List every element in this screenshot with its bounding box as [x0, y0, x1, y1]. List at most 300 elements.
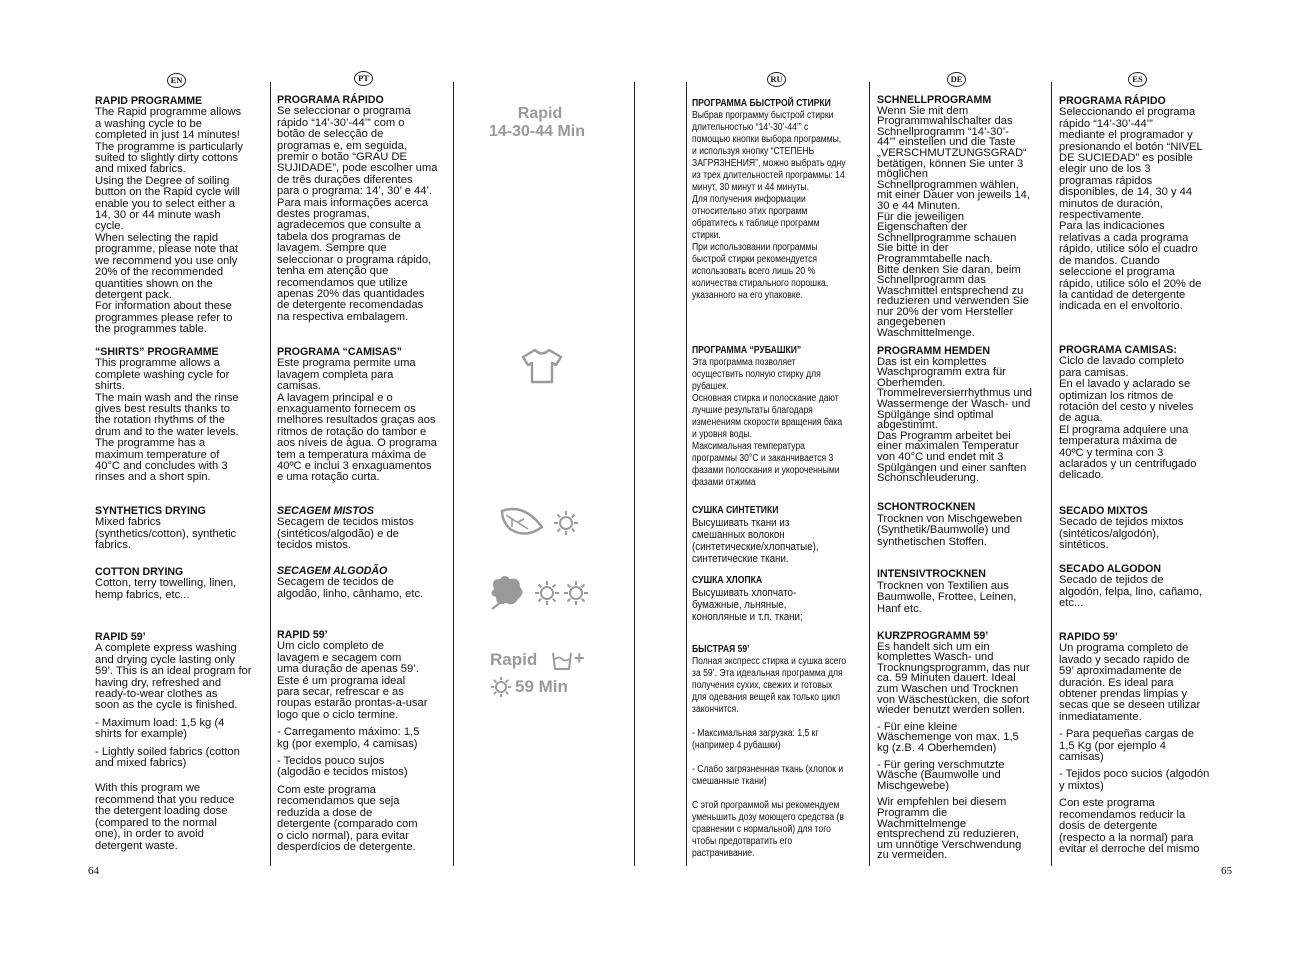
text-line: - Für gering verschmutzte [877, 758, 1005, 771]
rapid59-label: Rapid [490, 650, 538, 669]
section-body [277, 577, 449, 600]
section-note [877, 797, 1049, 861]
section-body [1059, 517, 1231, 551]
text-line: cycle. [95, 220, 124, 233]
text-line: лучшие результаты благодаря [692, 405, 813, 416]
text-line: optimizan los ritmos de [1059, 389, 1174, 402]
section-body [95, 107, 267, 335]
text-line: смешанные ткани) [692, 776, 767, 787]
text-line: Waschmittel entsprechend zu [877, 284, 1024, 297]
text-line: sintéticos. [1059, 539, 1109, 552]
text-line: DE SUCIEDAD” es posible [1059, 152, 1193, 165]
text-line: and mixed fabrics. [95, 163, 186, 176]
language-badge-es: ES [1128, 72, 1147, 87]
text-line: When selecting the rapid [95, 231, 219, 244]
text-line: quantities shown on the [95, 277, 213, 290]
text-line: the rotation rhythms of the [95, 414, 225, 427]
text-line: ЗАГРЯЗНЕНИЯ”, можно выбрать одну [692, 158, 846, 169]
text-line: nur 20% der vom Hersteller [877, 305, 1014, 318]
text-line: Максимальная температура [692, 441, 805, 452]
rapid59-duration: 59 Min [515, 677, 568, 696]
section-title: PROGRAMA CAMISAS: [1059, 344, 1177, 356]
text-line: komplettes Wasch- und [877, 651, 994, 664]
section-title: INTENSIVTROCKNEN [877, 568, 986, 580]
text-line: complete washing cycle for [95, 368, 230, 381]
section-body [692, 110, 866, 302]
shirt-icon [520, 348, 564, 384]
text-line: El programa adquiere una [1059, 423, 1189, 436]
text-line: a washing cycle to be [95, 117, 202, 130]
text-line: рубашек. [692, 381, 729, 392]
text-line: фазами отжима [692, 477, 756, 488]
text-line: Es handelt sich um ein [877, 640, 990, 653]
text-line: mit einer Dauer von jeweils 14, [877, 189, 1030, 202]
text-line: - Максимальная загрузка: 1,5 кг [692, 728, 819, 739]
text-line: Seleccionando el programa [1059, 106, 1196, 119]
column-divider [453, 82, 454, 866]
text-line: бумажные, льняные, [692, 599, 787, 611]
text-line: (синтетические/хлопчатые), [692, 541, 819, 553]
text-line: уменьшить дозу моющего средства (в [692, 812, 844, 823]
language-badge-pt: PT [354, 71, 373, 86]
dry-sun-icon [490, 676, 512, 698]
text-line: la cantidad de detergente [1059, 288, 1186, 301]
text-line: von 40°C und endet mit 3 [877, 450, 1004, 463]
text-line: betätigen, können Sie unter 3 [877, 157, 1024, 170]
column-divider [869, 82, 870, 866]
text-line: - Tecidos pouco sujos [277, 755, 385, 768]
text-line: The main wash and the rinse [95, 391, 239, 404]
text-line: Wassermenge der Wasch- und [877, 397, 1031, 410]
text-line: having dry, refreshed and [95, 676, 222, 689]
text-line: delicado. [1059, 469, 1104, 482]
section-body [877, 514, 1049, 549]
bullet-item [95, 747, 267, 770]
section-body [277, 641, 449, 721]
section-title: БЫСТРАЯ 59’ [692, 644, 750, 655]
section-body [692, 517, 866, 565]
bullet-item [1059, 729, 1231, 763]
text-line: Secagem de tecidos mistos [277, 516, 414, 529]
section-body [1059, 643, 1231, 723]
text-line: zum Waschen und Trocknen [877, 682, 1019, 695]
text-line: na respectiva embalagem. [277, 310, 409, 323]
text-line: Se seleccionar o programa [277, 105, 411, 118]
text-line: y mixtos) [1059, 779, 1104, 792]
text-line: entsprechend zu reduzieren, [877, 828, 1019, 841]
text-line: синтетические ткани. [692, 553, 789, 565]
section-title: RAPID PROGRAMME [95, 95, 203, 107]
language-badge-de: DE [947, 72, 966, 87]
section-note [95, 783, 267, 851]
text-line: Wir empfehlen bei diesem [877, 796, 1007, 809]
text-line: drum and to the water levels. [95, 425, 239, 438]
text-line: secas que se deseen utilizar [1059, 699, 1201, 712]
text-line: Wäschemenge von max. 1,5 [877, 731, 1019, 744]
text-line: seleccione el programa [1059, 266, 1175, 279]
text-line: Secagem de tecidos de [277, 576, 394, 589]
text-line: Um ciclo completo de [277, 640, 384, 653]
text-line: möglichen [877, 168, 928, 181]
section-title: RAPID 59’ [277, 629, 328, 641]
text-line: angegebenen [877, 316, 946, 329]
text-line: (например 4 рубашки) [692, 740, 781, 751]
text-line: обратитесь к таблице программ [692, 218, 820, 229]
text-line: 40ºC e inclui 3 enxaguamentos [277, 460, 432, 473]
text-line: Spülgängen und einer sanften [877, 461, 1027, 474]
text-line: Основная стирка и полоскание дают [692, 393, 839, 404]
text-line: para camisas. [1059, 366, 1129, 379]
text-line: (algodão e tecidos mistos) [277, 766, 408, 779]
section-title: RAPIDO 59’ [1059, 631, 1118, 643]
text-line: Das ist ein komplettes [877, 355, 987, 368]
text-line: При использовании программы [692, 242, 818, 253]
bullet-item [277, 727, 449, 750]
text-line: SUJIDADE”, pode escolher uma [277, 162, 438, 175]
section-title: SCHNELLPROGRAMM [877, 94, 992, 106]
text-line: mediante el programador y [1059, 129, 1193, 142]
text-line: melhores resultados graças aos [277, 414, 436, 427]
text-line: Schnellprogramme schauen [877, 231, 1017, 244]
text-line: Полная экспресс стирка и сушка всего [692, 656, 847, 667]
text-line: Este programa permite uma [277, 357, 416, 370]
text-line: (compared to the normal [95, 816, 217, 829]
text-line: elegir uno de los 3 [1059, 163, 1151, 176]
bullet-item [877, 760, 1049, 792]
text-line: camisas) [1059, 751, 1104, 764]
language-badge-ru: RU [767, 72, 786, 87]
text-line: This programme allows a [95, 357, 220, 370]
text-line: Wenn Sie mit dem [877, 104, 969, 117]
text-line: tabela dos programas de [277, 230, 401, 243]
text-line: para secar, refrescar e as [277, 686, 404, 699]
text-line: indicada en el envoltorio. [1059, 300, 1183, 313]
section-body [277, 358, 449, 483]
rapid59-plus: + [574, 648, 585, 668]
text-line: осуществить полную стирку для [692, 369, 821, 380]
text-line: and mixed fabrics) [95, 757, 187, 770]
text-line: Using the Degree of soiling [95, 174, 230, 187]
text-line: recomendamos que utilize [277, 276, 408, 289]
rapid-times: 14-30-44 Min [488, 123, 586, 140]
text-line: Trocknen von Textilien aus [877, 579, 1009, 592]
text-line: zu vermeiden. [877, 849, 948, 862]
bullet-item [277, 756, 449, 779]
text-line: para o programa: 14’, 30’ e 44’. [277, 185, 433, 198]
text-line: aos níveis de água. O programa [277, 437, 437, 450]
text-line: camisas. [277, 380, 322, 393]
text-line: „VERSCHMUTZUNGSGRAD“ [877, 146, 1027, 159]
text-line: 1,5 Kg (por ejemplo 4 [1059, 739, 1166, 752]
text-line: completed in just 14 minutes! [95, 129, 240, 142]
text-line: obtener prendas limpias y [1059, 688, 1188, 701]
text-line: Выбрав программу быстрой стирки [692, 110, 834, 121]
text-line: стирки. [692, 230, 721, 241]
bullet-item [1059, 769, 1231, 792]
text-line: hemp fabrics, etc... [95, 588, 190, 601]
text-line: Das Programm arbeitet bei [877, 429, 1011, 442]
text-line: - Tejidos poco sucios (algodón [1059, 768, 1210, 781]
text-line: o ciclo normal), para evitar [277, 829, 409, 842]
bullet-item [95, 718, 267, 741]
section-title: COTTON DRYING [95, 566, 184, 578]
text-line: With this program we [95, 782, 201, 795]
text-line: programas e, em seguida, [277, 139, 407, 152]
text-line: lavagem. Sempre que [277, 242, 387, 255]
section-title: ПРОГРАММА “РУБАШКИ” [692, 345, 802, 356]
text-line: soon as the cycle is finished. [95, 699, 238, 712]
text-line: Mischgewebe) [877, 779, 950, 792]
text-line: tenha em atenção que [277, 265, 389, 278]
text-line: Cotton, terry towelling, linen, [95, 577, 237, 590]
text-line: ready-to-wear clothes as [95, 688, 218, 701]
section-body [95, 578, 267, 601]
text-line: минут, 30 минут и 44 минуты. [692, 182, 810, 193]
text-line: фазами полоскания и укороченными [692, 465, 840, 476]
section-note [1059, 798, 1231, 855]
section-title: SECADO ALGODON [1059, 563, 1162, 575]
bullet-item [877, 722, 1049, 754]
text-line: (sintéticos/algodón), [1059, 527, 1160, 540]
text-line: desperdícios de detergente. [277, 840, 416, 853]
text-line: de três durações diferentes [277, 173, 413, 186]
text-line: enable you to select either a [95, 197, 235, 210]
text-line: ca. 59 Minuten dauert. Ideal [877, 672, 1016, 685]
text-line: указанного на его упаковке. [692, 290, 803, 301]
section-body [692, 587, 866, 623]
text-line: Para las indicaciones [1059, 220, 1165, 233]
section-note [277, 785, 449, 853]
text-line: 59’ aproximadamente de [1059, 665, 1182, 678]
text-line: Sie bitte in der [877, 242, 949, 255]
text-line: количества стирального порошка, [692, 278, 829, 289]
text-line: (Synthetik/Baumwolle) und [877, 524, 1011, 537]
text-line: rápido, utilice sólo el 20% de [1059, 277, 1202, 290]
synthetics-leaf-icon [498, 505, 548, 541]
section-body [277, 517, 449, 551]
column-divider [686, 82, 687, 866]
text-line: Schnellprogrammen wählen, [877, 178, 1019, 191]
text-line: kg (por exemplo, 4 camisas) [277, 737, 418, 750]
text-line: lavado y secado rapido de [1059, 653, 1190, 666]
text-line: Wachmittelmenge [877, 817, 967, 830]
text-line: detergente (comparado com [277, 818, 418, 831]
text-line: - Lightly soiled fabrics (cotton [95, 745, 240, 758]
text-line: - Para pequeñas cargas de [1059, 728, 1194, 741]
text-line: rinses and a short spin. [95, 471, 211, 484]
text-line: Для получения информации [692, 194, 806, 205]
text-line: einer maximalen Temperatur [877, 440, 1019, 453]
section-title: СУШКА ХЛОПКА [692, 575, 763, 586]
text-line: сравнении с нормальной) для того [692, 824, 831, 835]
text-line: С этой программой мы рекомендуем [692, 800, 840, 811]
text-line: shirts. [95, 380, 125, 393]
text-line: recomendamos que seja [277, 795, 400, 808]
text-line: The programme has a [95, 437, 206, 450]
section-title: SYNTHETICS DRYING [95, 505, 206, 517]
text-line: 30 e 44 Minuten. [877, 199, 961, 212]
text-line: wieder benutzt werden sollen. [877, 704, 1026, 717]
text-line: и используя кнопку “СТЕПЕНЬ [692, 146, 815, 157]
section-body [277, 106, 449, 323]
text-line: de agua. [1059, 412, 1103, 425]
text-line: respectivamente. [1059, 209, 1145, 222]
text-line: button on the Rapid cycle will [95, 186, 240, 199]
section-note [692, 800, 866, 860]
text-line: dosis de detergente [1059, 820, 1158, 833]
text-line: gives best results thanks to [95, 403, 230, 416]
text-line: abgestimmt. [877, 419, 938, 432]
text-line: rápido “14’-30’-44’” [1059, 117, 1153, 130]
text-line: для одевания вещей как только цикл [692, 692, 841, 703]
section-body [95, 643, 267, 711]
text-line: Programmtabelle nach. [877, 252, 993, 265]
text-line: The programme is particularly [95, 140, 243, 153]
section-body [95, 517, 267, 551]
text-line: ritmos de rotação do tambor e [277, 425, 427, 438]
text-line: - Maximum load: 1,5 kg (4 [95, 716, 225, 729]
text-line: A complete express washing [95, 642, 237, 655]
text-line: за 59’. Эта идеальная программа для [692, 668, 843, 679]
text-line: algodão, linho, cânhamo, etc. [277, 587, 424, 600]
section-title: SCHONTROCKNEN [877, 501, 976, 513]
column-divider [1051, 82, 1052, 866]
text-line: detergent pack. [95, 288, 173, 301]
section-body [877, 581, 1049, 616]
text-line: изменениям скорости вращения бака [692, 417, 843, 428]
text-line: Schnellprogramm das [877, 274, 986, 287]
text-line: lavagem e secagem com [277, 651, 402, 664]
text-line: destes programas, [277, 208, 370, 221]
text-line: suited to slightly dirty cottons [95, 152, 239, 165]
text-line: um unnötige Verschwendung [877, 838, 1022, 851]
text-line: Baumwolle, Frottee, Leinen, [877, 591, 1017, 604]
text-line: - Слабо загрязненная ткань (хлопок и [692, 764, 844, 775]
text-line: Bitte denken Sie daran, beim [877, 263, 1021, 276]
text-line: reduzida a dose de [277, 806, 373, 819]
text-line: Wäsche (Baumwolle und [877, 769, 1001, 782]
text-line: presionando el botón “NIVEL [1059, 140, 1203, 153]
bullet-item [692, 764, 866, 788]
text-line: 20% of the recommended [95, 266, 224, 279]
text-line: чтобы предотвратить его [692, 836, 793, 847]
text-line: 14, 30 or 44 minute wash [95, 209, 221, 222]
text-line: использовать всего лишь 20 % [692, 266, 816, 277]
section-body [1059, 575, 1231, 609]
text-line: tecidos mistos. [277, 539, 351, 552]
text-line: Programm die [877, 806, 948, 819]
section-body [692, 357, 866, 489]
page-number-left: 64 [88, 865, 99, 877]
text-line: disponibles, de 14, 30 y 44 [1059, 186, 1193, 199]
text-line: Mixed fabrics [95, 516, 161, 529]
text-line: Hanf etc. [877, 602, 922, 615]
text-line: длительностью “14’-30’-44’” с [692, 122, 809, 133]
text-line: 59’. This is an ideal program for [95, 665, 252, 678]
text-line: rápido “14’-30’-44’” com o [277, 116, 405, 129]
text-line: recommend that you reduce [95, 793, 235, 806]
text-line: botão de selecção de [277, 128, 384, 141]
section-title: СУШКА СИНТЕТИКИ [692, 505, 779, 516]
text-line: algodón, felpa, lino, cañamo, [1059, 585, 1203, 598]
text-line: logo que o ciclo termine. [277, 708, 399, 721]
text-line: one), in order to avoid [95, 828, 204, 841]
text-line: detergent waste. [95, 839, 178, 852]
text-line: premir o botão “GRAU DE [277, 151, 407, 164]
text-line: Secado de tejidos mixtos [1059, 516, 1184, 529]
text-line: Secado de tejidos de [1059, 574, 1164, 587]
text-line: fabrics. [95, 539, 132, 552]
cotton-flower-icon [488, 575, 528, 611]
text-line: конопляные и т.п. ткани; [692, 611, 803, 623]
section-title: SECAGEM MISTOS [277, 505, 374, 517]
text-line: Trommelreversierrhythmus und [877, 387, 1033, 400]
text-line: Waschmittelmenge. [877, 327, 975, 340]
section-title: PROGRAMA RÁPIDO [1059, 95, 1166, 107]
text-line: uma duração de apenas 59’. [277, 663, 419, 676]
text-line: programme, please note that [95, 243, 239, 256]
text-line: Trocknungsprogramm, das nur [877, 661, 1030, 674]
section-title: PROGRAMA “CAMISAS” [277, 346, 402, 358]
text-line: enxaguamento fornecem os [277, 403, 416, 416]
text-line: Programmwahlschalter das [877, 115, 1013, 128]
text-line: evitar el derroche del mismo [1059, 842, 1200, 855]
text-line: programmes please refer to [95, 311, 233, 324]
text-line: Schonschleuderung. [877, 472, 980, 485]
text-line: reduzieren und verwenden Sie [877, 295, 1029, 308]
text-line: 40°C and concludes with 3 [95, 460, 228, 473]
text-line: из трех длительностей программы: 14 [692, 170, 845, 181]
text-line: Oberhemden. [877, 376, 946, 389]
text-line: the programmes table. [95, 323, 207, 336]
text-line: rápido, utilice sólo el cuadro [1059, 243, 1198, 256]
text-line: For information about these [95, 300, 232, 313]
text-line: minutos de duración, [1059, 197, 1163, 210]
text-line: kg (z.B. 4 Oberhemden) [877, 741, 997, 754]
text-line: получения сухих, свежих и готовых [692, 680, 833, 691]
text-line: roupas estarão prontas-a-usar [277, 697, 428, 710]
section-title: SECADO MIXTOS [1059, 505, 1148, 517]
text-line: Spülgänge sind optimal [877, 408, 994, 421]
text-line: Trocknen von Mischgeweben [877, 512, 1023, 525]
text-line: Высушивать хлопчато- [692, 587, 797, 599]
text-line: Un programa completo de [1059, 642, 1189, 655]
section-title: PROGRAMA RÁPIDO [277, 94, 384, 106]
text-line: Für die jeweiligen [877, 210, 965, 223]
text-line: relativas a cada programa [1059, 231, 1189, 244]
text-line: Schnellprogramm “14’-30’- [877, 125, 1009, 138]
text-line: agradecemos que consulte a [277, 219, 421, 232]
section-body [1059, 107, 1231, 312]
text-line: e uma rotação curta. [277, 471, 380, 484]
text-line: программы 30°C и заканчивается 3 [692, 453, 834, 464]
page-number-right: 65 [1221, 865, 1232, 877]
text-line: etc... [1059, 597, 1084, 610]
text-line: быстрой стирки рекомендуется [692, 254, 818, 265]
text-line: inmediatamente. [1059, 710, 1142, 723]
text-line: (synthetics/cotton), synthetic [95, 527, 237, 540]
section-title: ПРОГРАММА БЫСТРОЙ СТИРКИ [692, 98, 831, 109]
text-line: относительно этих программ [692, 206, 808, 217]
text-line: The Rapid programme allows [95, 106, 242, 119]
language-badge-en: EN [167, 73, 186, 88]
text-line: aclarados y un centrifugado [1059, 458, 1197, 471]
section-title: PROGRAMM HEMDEN [877, 345, 990, 357]
text-line: synthetischen Stoffen. [877, 535, 987, 548]
text-line: duración. Es ideal para [1059, 676, 1174, 689]
text-line: (sintéticos/algodão) e de [277, 527, 399, 540]
section-title: KURZPROGRAMM 59’ [877, 630, 989, 642]
